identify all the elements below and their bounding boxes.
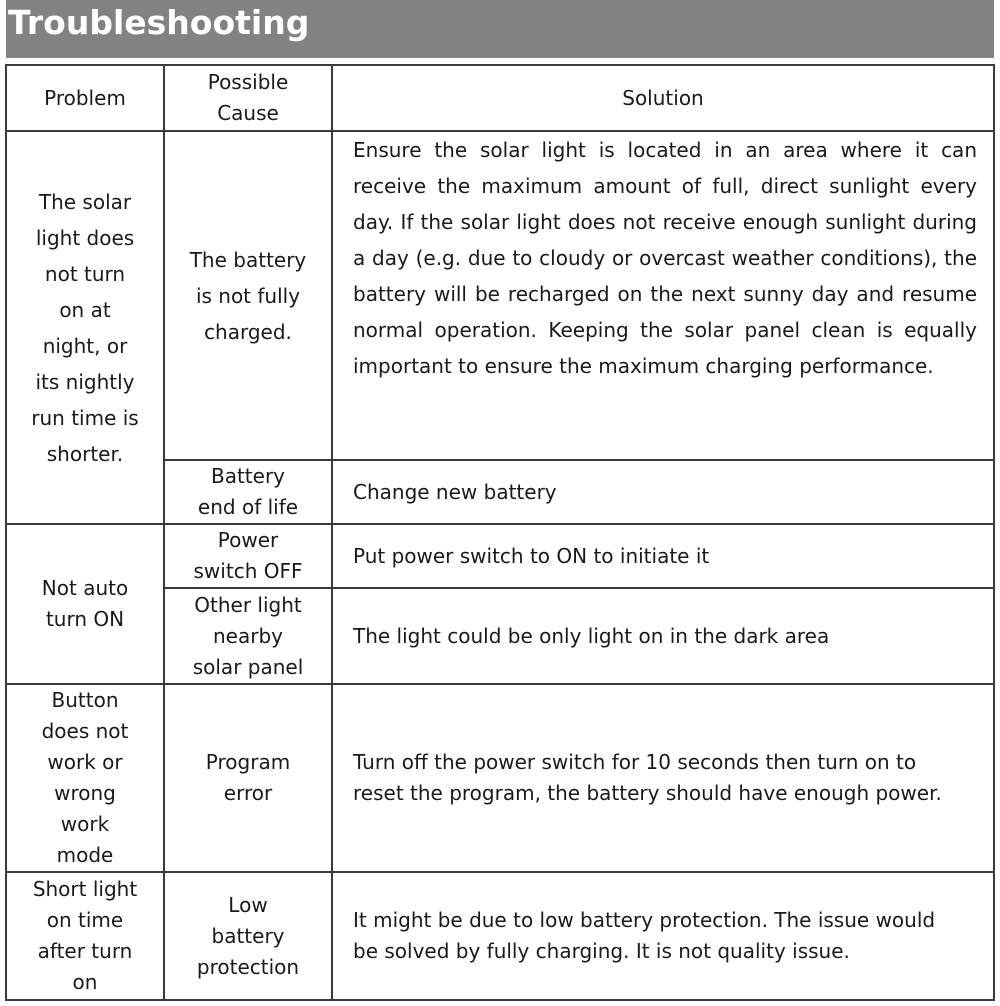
solution-cell: It might be due to low battery protection. The issue would be solved by fully charging. It is not quality issue. — [332, 872, 994, 1000]
cause-cell: Low battery protection — [164, 872, 332, 1000]
problem-cell: The solar light does not turn on at night, or its nightly run time is shorter. — [6, 131, 164, 524]
header-problem: Problem — [6, 65, 164, 131]
solution-cell: Change new battery — [332, 460, 994, 524]
table-row — [6, 872, 994, 1000]
page-title: Troubleshooting — [8, 3, 310, 42]
cause-cell: Program error — [164, 684, 332, 872]
cause-cell: Power switch OFF — [164, 524, 332, 588]
table-row — [6, 524, 994, 588]
cause-cell: The battery is not fully charged. — [164, 131, 332, 460]
solution-cell: The light could be only light on in the dark area — [332, 588, 994, 684]
cause-cell: Other light nearby solar panel — [164, 588, 332, 684]
header-cause: Possible Cause — [164, 65, 332, 131]
table-row — [6, 684, 994, 872]
header-row — [6, 65, 994, 131]
header-solution: Solution — [332, 65, 994, 131]
problem-cell: Button does not work or wrong work mode — [6, 684, 164, 872]
solution-cell: Put power switch to ON to initiate it — [332, 524, 994, 588]
troubleshooting-table — [5, 64, 995, 1001]
solution-cell: Ensure the solar light is located in an area where it can receive the maximum amount of full, direct sunlight every day. If the solar light does not receive enough sunlight during a day (e.g. due to cloudy or overcast weather conditions), the battery will be recharged on the next sunny day and resume normal operation. Keeping the solar panel clean is equally important to ensure the maximum charging performance. — [332, 131, 994, 460]
cause-cell: Battery end of life — [164, 460, 332, 524]
problem-cell: Short light on time after turn on — [6, 872, 164, 1000]
title-bar — [6, 0, 994, 58]
problem-cell: Not auto turn ON — [6, 524, 164, 684]
table-row — [6, 131, 994, 460]
solution-cell: Turn off the power switch for 10 seconds then turn on to reset the program, the battery should have enough power. — [332, 684, 994, 872]
